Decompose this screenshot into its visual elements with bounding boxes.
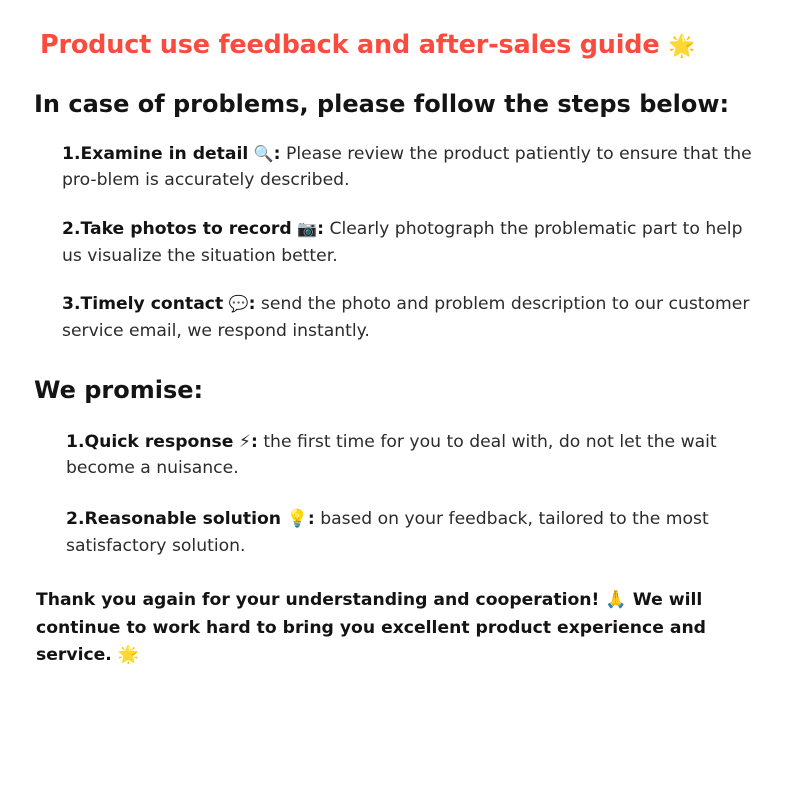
step-lead: 1.Examine in detail [62,143,249,164]
star-icon: 🌟 [117,645,140,666]
promise-separator: : [307,508,315,529]
step-lead: 2.Take photos to record [62,218,292,239]
page-title-text: Product use feedback and after-sales guide [40,30,660,60]
promise-body: based on your feedback, tailored to the most satisfactory solution. [66,508,709,556]
speech-bubble-icon: 💬 [228,294,249,314]
closing-part-two: We will continue to work hard to bring you excellent product experience and service. [36,590,706,666]
closing-paragraph [36,587,756,670]
step-separator: : [273,143,281,164]
step-body: send the photo and problem description to our customer service email, we respond instantly. [62,294,750,341]
problems-heading: In case of problems, please follow the steps below: [34,89,730,118]
promise-lead: 1.Quick response [66,431,234,452]
promise-item [66,429,756,482]
lightbulb-icon: 💡 [286,508,308,529]
promise-item [66,506,756,559]
promise-separator: : [250,431,258,452]
step-separator: : [317,218,324,239]
promise-body: the first time for you to deal with, do not let the wait become a nuisance. [66,431,717,479]
star-icon: 🌟 [668,34,696,59]
lightning-icon: ⚡ [238,431,251,452]
camera-icon: 📷 [297,218,318,238]
step-body: Clearly photograph the problematic part to help us visualize the situation better. [62,218,743,266]
magnifier-icon: 🔍 [253,143,274,163]
step-item [62,216,752,269]
step-item [62,141,752,194]
promise-lead: 2.Reasonable solution [66,508,282,529]
page-title [40,30,766,61]
step-lead: 3.Timely contact [62,294,224,315]
promise-heading: We promise: [34,375,204,404]
closing-part-one: Thank you again for your understanding and cooperation! [36,590,600,611]
praying-hands-icon: 🙏 [605,590,627,611]
step-item [62,291,752,344]
step-body: Please review the product patiently to ensure that the pro-blem is accurately described. [62,143,752,191]
step-separator: : [248,294,256,315]
